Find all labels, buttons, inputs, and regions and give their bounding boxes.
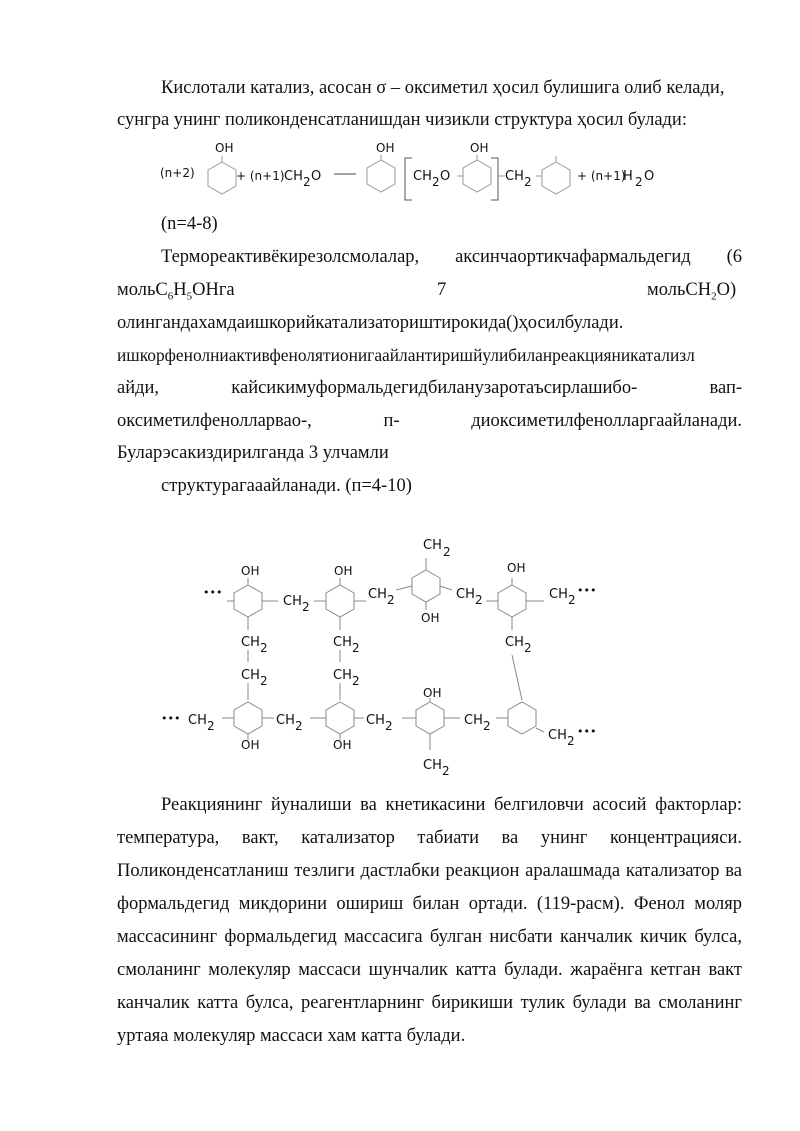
net-sub-b2: 2: [295, 719, 303, 733]
paragraph-factors-line5: массасининг формальдегид массасига булган нисбати канчалик кичик булса,: [117, 927, 742, 947]
formaldehyde-ch: CH: [284, 169, 303, 184]
net-sub-v4: 2: [260, 674, 268, 688]
net-ch-v2: CH: [333, 635, 352, 650]
net-sub-2: 2: [387, 593, 395, 607]
net-sub-v2: 2: [352, 641, 360, 655]
net-oh-3: OH: [421, 611, 440, 625]
product-ch2-right-ch: CH: [505, 169, 524, 184]
formaldehyde-o: O: [311, 169, 322, 184]
paragraph-factors-line7: канчалик катта булса, реагентларнинг бирикиши тулик булади ва смоланинг: [117, 993, 742, 1013]
net-ch-b5: CH: [548, 728, 567, 743]
paragraph-factors-line6: смоланинг молекуляр массаси шунчалик катта булади. жараёнга кетган вакт: [117, 960, 742, 980]
net-sub-3: 2: [475, 593, 483, 607]
net-ch-3: CH: [456, 587, 475, 602]
net-ch-v5: CH: [333, 668, 352, 683]
formaldehyde-coefficient: + (n+1): [236, 169, 285, 183]
paragraph-factors-line8: уртаяа молекуляр массаси хам катта булади.: [117, 1026, 466, 1046]
formaldehyde-subscript: 2: [303, 175, 311, 189]
n-range-note: (n=4-8): [161, 214, 218, 234]
net-oh-2: OH: [334, 564, 353, 578]
water-h: H: [623, 169, 633, 184]
paragraph-factors-line4: формальдегид микдорини ошириш билан ортади. (119-расм). Фенол моляр: [117, 894, 742, 914]
net-dots-top-right: •••: [577, 584, 597, 597]
water-subscript: 2: [635, 175, 643, 189]
net-dots-bottom-right: •••: [577, 725, 597, 738]
product-oh-middle: OH: [470, 141, 489, 155]
net-sub-b5: 2: [567, 734, 575, 748]
net-sub-top: 2: [443, 545, 451, 559]
product-oh-left: OH: [376, 141, 395, 155]
net-sub-b-bottom: 2: [442, 764, 450, 778]
net-ch-v4: CH: [241, 668, 260, 683]
net-sub-b1: 2: [207, 719, 215, 733]
net-oh-4: OH: [507, 561, 526, 575]
net-dots-bottom-left: •••: [161, 712, 181, 725]
net-dots-top-left: •••: [203, 586, 223, 599]
net-sub-v5: 2: [352, 674, 360, 688]
paragraph-resol-line8: структурагааайланади. (п=4-10): [161, 476, 412, 496]
phenol-oh-label: OH: [215, 141, 234, 155]
water-o: O: [644, 169, 655, 184]
paragraph-resol-line2-right: мольCH$_2$O): [647, 280, 737, 303]
reaction-coefficient-n-plus-2: (n+2): [160, 166, 195, 180]
paragraph-factors-line2: температура, вакт, катализатор табиати ва унинг концентрацияси.: [117, 828, 742, 848]
net-ch-1: CH: [283, 594, 302, 609]
product-ch2-right-sub: 2: [524, 175, 532, 189]
paragraph-resol-line2-left: $мольC_6H_5OHга$: [117, 280, 235, 303]
product-ch2o-o: O: [440, 169, 451, 184]
net-sub-b4: 2: [483, 719, 491, 733]
net-sub-4: 2: [568, 593, 576, 607]
paragraph-resol-line6: оксиметилфенолларвао-, п- диоксиметилфенолларгаайланади.: [117, 411, 743, 431]
paragraph-resol-line5: айди, кайсикимуформальдегидбиланузаротаъсирлашибо- вап-: [117, 378, 743, 398]
paragraph-acid-catalysis-line2: сунгра унинг поликонденсатланишдан чизикли структура ҳосил булади:: [117, 110, 687, 130]
net-ch-b2: CH: [276, 713, 295, 728]
net-oh-b2: OH: [333, 738, 352, 752]
paragraph-factors-line1: Реакциянинг йуналиши ва кнетикасини белгиловчи асосий факторлар:: [161, 795, 742, 815]
net-oh-b-top: OH: [423, 686, 442, 700]
net-ch-4: CH: [549, 587, 568, 602]
net-ch-top: CH: [423, 538, 442, 553]
net-ch-b4: CH: [464, 713, 483, 728]
net-sub-v1: 2: [260, 641, 268, 655]
net-sub-b3: 2: [385, 719, 393, 733]
paragraph-resol-line3: олингандахамдаишкорийкатализаториштирокида()ҳосилбулади.: [117, 313, 624, 333]
product-ch2o-ch: CH: [413, 169, 432, 184]
net-ch-2: CH: [368, 587, 387, 602]
net-ch-v3: CH: [505, 635, 524, 650]
net-ch-b-bottom: CH: [423, 758, 442, 773]
water-coefficient: + (n+1): [577, 169, 626, 183]
net-ch-b3: CH: [366, 713, 385, 728]
net-sub-v3: 2: [524, 641, 532, 655]
product-ch2o-sub: 2: [432, 175, 440, 189]
paragraph-resol-line4: ишкорфенолниактивфенолятионигаайлантиришйулибиланреакцияникатализл: [117, 345, 695, 365]
net-oh-b1: OH: [241, 738, 260, 752]
net-ch-v1: CH: [241, 635, 260, 650]
paragraph-resol-line2-mid: 7: [437, 280, 447, 300]
net-oh-1: OH: [241, 564, 260, 578]
paragraph-resol-line1: Термореактивёкирезолсмолалар, аксинчаортикчафармальдегид (6: [161, 247, 743, 267]
net-sub-1: 2: [302, 600, 310, 614]
paragraph-acid-catalysis-line1: Кислотали катализ, асосан σ – оксиметил ҳосил булишига олиб келади,: [161, 78, 725, 98]
net-ch-b1: CH: [188, 713, 207, 728]
paragraph-factors-line3: Поликонденсатланиш тезлиги дастлабки реакцион аралашмада катализатор ва: [117, 861, 742, 881]
paragraph-resol-line7: Буларэсакиздирилганда 3 улчамли: [117, 443, 389, 463]
